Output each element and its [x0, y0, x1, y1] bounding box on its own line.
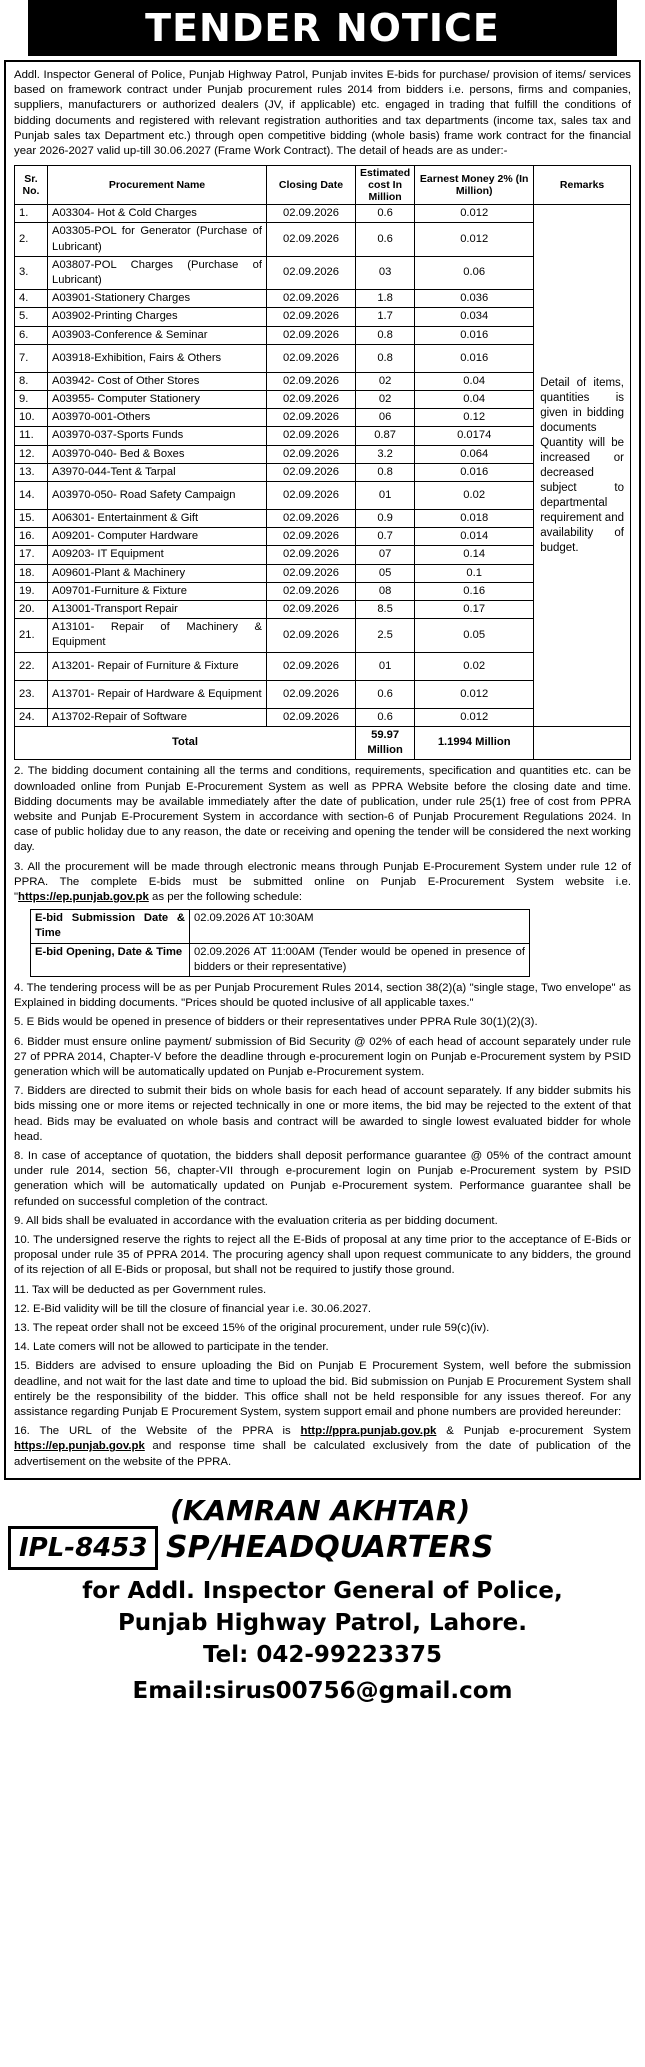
closing-date-cell: 02.09.2026 — [267, 510, 356, 528]
paragraph-12: 12. E-Bid validity will be till the closure of financial year i.e. 30.06.2027. — [14, 1302, 372, 1315]
sr-cell: 6. — [15, 326, 48, 344]
closing-date-cell: 02.09.2026 — [267, 482, 356, 510]
col-estimated-cost: Estimated cost In Million — [356, 166, 415, 205]
closing-date-cell: 02.09.2026 — [267, 290, 356, 308]
sr-cell: 21. — [15, 619, 48, 652]
sr-cell: 10. — [15, 409, 48, 427]
sr-cell: 22. — [15, 652, 48, 680]
procurement-name-cell: A03305-POL for Generator (Purchase of Lubricant) — [48, 223, 267, 256]
footer-line-2: Punjab Highway Patrol, Lahore. — [117, 1609, 528, 1636]
footer-telephone: Tel: 042-99223375 — [203, 1641, 442, 1668]
col-sr-no: Sr. No. — [15, 166, 48, 205]
ep-punjab-link[interactable]: https://ep.punjab.gov.pk — [18, 890, 149, 903]
closing-date-cell: 02.09.2026 — [267, 708, 356, 726]
earnest-money-cell: 0.17 — [415, 601, 534, 619]
estimated-cost-cell: 2.5 — [356, 619, 415, 652]
notice-body — [4, 60, 641, 1480]
total-remarks-cell — [534, 726, 631, 759]
ppra-link[interactable]: http://ppra.punjab.gov.pk — [300, 1425, 437, 1438]
sr-cell: 9. — [15, 391, 48, 409]
estimated-cost-cell: 1.7 — [356, 308, 415, 326]
estimated-cost-cell: 0.6 — [356, 708, 415, 726]
closing-date-cell: 02.09.2026 — [267, 308, 356, 326]
estimated-cost-cell: 0.6 — [356, 205, 415, 223]
notice-title: TENDER NOTICE — [28, 0, 617, 56]
earnest-money-cell: 0.02 — [415, 652, 534, 680]
procurement-name-cell: A03903-Conference & Seminar — [48, 326, 267, 344]
footer-line-1: for Addl. Inspector General of Police, — [82, 1577, 563, 1604]
sr-cell: 24. — [15, 708, 48, 726]
procurement-name-cell: A03970-001-Others — [48, 409, 267, 427]
estimated-cost-cell: 1.8 — [356, 290, 415, 308]
sr-cell: 11. — [15, 427, 48, 445]
closing-date-cell: 02.09.2026 — [267, 372, 356, 390]
schedule-row — [31, 943, 530, 976]
earnest-money-cell: 0.036 — [415, 290, 534, 308]
sr-cell: 7. — [15, 344, 48, 372]
paragraph-7: 7. Bidders are directed to submit their bids on whole basis for each head of account separately. If any bidder submits his bids missing one or more items or rejected technically in one or more items, the bid may be rejected to the extent of that head. Bids may be evaluated on whole basis and contract will be awarded to single lowest evaluated bidder for whole head. — [14, 1085, 631, 1143]
procurement-name-cell: A09701-Furniture & Fixture — [48, 582, 267, 600]
earnest-money-cell: 0.018 — [415, 510, 534, 528]
sr-cell: 2. — [15, 223, 48, 256]
earnest-money-cell: 0.02 — [415, 482, 534, 510]
closing-date-cell: 02.09.2026 — [267, 326, 356, 344]
sr-cell: 4. — [15, 290, 48, 308]
sr-cell: 18. — [15, 564, 48, 582]
estimated-cost-cell: 0.8 — [356, 344, 415, 372]
procurement-name-cell: A03304- Hot & Cold Charges — [48, 205, 267, 223]
closing-date-cell: 02.09.2026 — [267, 619, 356, 652]
procurement-name-cell: A13201- Repair of Furniture & Fixture — [48, 652, 267, 680]
sr-cell: 12. — [15, 445, 48, 463]
procurement-name-cell: A09203- IT Equipment — [48, 546, 267, 564]
sr-cell: 13. — [15, 463, 48, 481]
closing-date-cell: 02.09.2026 — [267, 463, 356, 481]
procurement-name-cell: A06301- Entertainment & Gift — [48, 510, 267, 528]
procurement-name-cell: A13001-Transport Repair — [48, 601, 267, 619]
closing-date-cell: 02.09.2026 — [267, 582, 356, 600]
closing-date-cell: 02.09.2026 — [267, 256, 356, 289]
sr-cell: 23. — [15, 680, 48, 708]
closing-date-cell: 02.09.2026 — [267, 409, 356, 427]
closing-date-cell: 02.09.2026 — [267, 391, 356, 409]
procurement-name-cell: A3970-044-Tent & Tarpal — [48, 463, 267, 481]
closing-date-cell: 02.09.2026 — [267, 546, 356, 564]
estimated-cost-cell: 08 — [356, 582, 415, 600]
schedule-row — [31, 910, 530, 943]
procurement-name-cell: A03970-050- Road Safety Campaign — [48, 482, 267, 510]
sr-cell: 17. — [15, 546, 48, 564]
paragraph-16-tail: and response time shall be calculated exclusively from the date of publication of the advertisement on the website of the PPRA. — [14, 1440, 631, 1468]
earnest-money-cell: 0.0174 — [415, 427, 534, 445]
procurement-name-cell: A03902-Printing Charges — [48, 308, 267, 326]
estimated-cost-cell: 01 — [356, 482, 415, 510]
col-earnest-money: Earnest Money 2% (In Million) — [415, 166, 534, 205]
intro-paragraph: Addl. Inspector General of Police, Punjab Highway Patrol, Punjab invites E-bids for purchase/ provision of items/ services based on framework contract under Punjab procurement rules 2014 from bidders i.e. persons, firms and companies, suppliers, manufacturers or authorized dealers (JV, if applicable) etc. engaged in trading that fulfill the conditions of bidding documents and registered with relevant registration authorities and tax departments (income tax, sales tax and Punjab sales tax Department etc.) through open competitive bidding (whole basis) frame work contract for the financial year 2026-2027 valid up-till 30.06.2027 (Frame Work Contract). The detail of heads are as under:- — [14, 69, 631, 158]
procurement-name-cell: A03901-Stationery Charges — [48, 290, 267, 308]
closing-date-cell: 02.09.2026 — [267, 427, 356, 445]
earnest-money-cell: 0.014 — [415, 528, 534, 546]
closing-date-cell: 02.09.2026 — [267, 601, 356, 619]
paragraph-3-text: 3. All the procurement will be made through electronic means through Punjab E-Procurement System under rule 12 of PPRA. The complete E-bids must be submitted online on Punjab E-Procurement System website i.e. " — [14, 860, 631, 903]
paragraph-16-text: 16. The URL of the Website of the PPRA is — [14, 1425, 301, 1438]
estimated-cost-cell: 0.7 — [356, 528, 415, 546]
earnest-money-cell: 0.016 — [415, 463, 534, 481]
estimated-cost-cell: 0.8 — [356, 463, 415, 481]
procurement-name-cell: A03970-037-Sports Funds — [48, 427, 267, 445]
procurement-name-cell: A13101- Repair of Machinery & Equipment — [48, 619, 267, 652]
table-header-row — [15, 166, 631, 205]
earnest-money-cell: 0.04 — [415, 391, 534, 409]
closing-date-cell: 02.09.2026 — [267, 652, 356, 680]
footer-email[interactable]: Email:sirus00756@gmail.com — [132, 1677, 513, 1704]
total-money-cell: 1.1994 Million — [415, 726, 534, 759]
estimated-cost-cell: 02 — [356, 372, 415, 390]
paragraph-11: 11. Tax will be deducted as per Government rules. — [14, 1283, 267, 1296]
paragraph-5: 5. E Bids would be opened in presence of bidders or their representatives under PPRA Rule 30(1)(2)(3). — [14, 1016, 538, 1029]
estimated-cost-cell: 02 — [356, 391, 415, 409]
paragraph-14: 14. Late comers will not be allowed to participate in the tender. — [14, 1341, 329, 1354]
sr-cell: 3. — [15, 256, 48, 289]
procurement-name-cell: A03970-040- Bed & Boxes — [48, 445, 267, 463]
paragraph-8: 8. In case of acceptance of quotation, the bidders shall deposit performance guarantee @ 05% of the contract amount under rule 2014, section 56, chapter-VII through e-procurement login on Punjab e-Procurement system by PSID generation which will be automatically updated on Punjab e-Procurement system. Performance guarantee shall be refunded on successful completion of the contract. — [14, 1149, 631, 1208]
sr-cell: 16. — [15, 528, 48, 546]
earnest-money-cell: 0.012 — [415, 680, 534, 708]
estimated-cost-cell: 0.9 — [356, 510, 415, 528]
col-procurement-name: Procurement Name — [48, 166, 267, 205]
estimated-cost-cell: 06 — [356, 409, 415, 427]
estimated-cost-cell: 0.8 — [356, 326, 415, 344]
table-row — [15, 205, 631, 223]
closing-date-cell: 02.09.2026 — [267, 344, 356, 372]
table-body — [15, 205, 631, 760]
procurement-name-cell: A09201- Computer Hardware — [48, 528, 267, 546]
paragraph-9: 9. All bids shall be evaluated in accordance with the evaluation criteria as per bidding document. — [14, 1214, 498, 1227]
closing-date-cell: 02.09.2026 — [267, 205, 356, 223]
sr-cell: 1. — [15, 205, 48, 223]
signature-footer — [0, 1490, 645, 1790]
paragraph-15: 15. Bidders are advised to ensure uploading the Bid on Punjab E Procurement System, well before the submission deadline, and not wait for the last date and time to upload the bid. Bid submission on Punjab E Procurement System shall entirely be the responsibility of the bidder. This office shall not be held responsible for any issues thereof. For any assistance regarding Punjab E Procurement System, system support email and phone numbers are provided hereunder: — [14, 1360, 631, 1419]
closing-date-cell: 02.09.2026 — [267, 564, 356, 582]
procurement-name-cell: A03918-Exhibition, Fairs & Others — [48, 344, 267, 372]
procurement-name-cell: A03942- Cost of Other Stores — [48, 372, 267, 390]
ipl-number: IPL-8453 — [8, 1526, 158, 1570]
earnest-money-cell: 0.1 — [415, 564, 534, 582]
schedule-table — [30, 909, 530, 977]
estimated-cost-cell: 07 — [356, 546, 415, 564]
remarks-cell: Detail of items, quantities is given in bidding documents Quantity will be increased or decreased subject to departmental requirement and availability of budget. — [534, 205, 631, 727]
paragraph-16-mid: & Punjab e-procurement System — [436, 1425, 631, 1438]
paragraph-3-tail: as per the following schedule: — [148, 890, 303, 903]
paragraph-13: 13. The repeat order shall not be exceed 15% of the original procurement, under rule 59(c)(iv). — [14, 1322, 490, 1334]
procurement-heads-table — [14, 165, 631, 760]
procurement-name-cell: A13701- Repair of Hardware & Equipment — [48, 680, 267, 708]
officer-name: (KAMRAN AKHTAR) — [170, 1493, 471, 1527]
closing-date-cell: 02.09.2026 — [267, 680, 356, 708]
paragraph-2: 2. The bidding document containing all the terms and conditions, requirements, specification and quantities etc. can be downloaded online from Punjab E-Procurement System as well as PPRA Website before the closing date and time. Bidding documents may be available immediately after the date of publication, under rule 25(1) free of cost from PPRA website and Punjab E-Procurement System in accordance with section-6 of Punjab Procurement Regulations 2024. In case of public holiday due to any reason, the date or receiving and opening the tender will be considered the next working day. — [14, 765, 631, 854]
earnest-money-cell: 0.016 — [415, 326, 534, 344]
earnest-money-cell: 0.034 — [415, 308, 534, 326]
procurement-name-cell: A03955- Computer Stationery — [48, 391, 267, 409]
estimated-cost-cell: 05 — [356, 564, 415, 582]
paragraph-16 — [14, 1424, 631, 1470]
sr-cell: 19. — [15, 582, 48, 600]
closing-date-cell: 02.09.2026 — [267, 445, 356, 463]
estimated-cost-cell: 3.2 — [356, 445, 415, 463]
earnest-money-cell: 0.012 — [415, 205, 534, 223]
earnest-money-cell: 0.064 — [415, 445, 534, 463]
sr-cell: 14. — [15, 482, 48, 510]
earnest-money-cell: 0.012 — [415, 223, 534, 256]
sr-cell: 8. — [15, 372, 48, 390]
schedule-label: E-bid Submission Date & Time — [31, 910, 190, 943]
sr-cell: 5. — [15, 308, 48, 326]
procurement-name-cell: A13702-Repair of Software — [48, 708, 267, 726]
schedule-label: E-bid Opening, Date & Time — [31, 943, 190, 976]
ep-punjab-link-2[interactable]: https://ep.punjab.gov.pk — [14, 1440, 145, 1453]
estimated-cost-cell: 01 — [356, 652, 415, 680]
sr-cell: 20. — [15, 601, 48, 619]
paragraph-6: 6. Bidder must ensure online payment/ submission of Bid Security @ 02% of each head of account separately under rule 27 of PPRA 2014, Chapter-V before the deadline through e-procurement login on Punjab e-Procurement system by PSID generation which will be automatically updated on Punjab e-Procurement system. — [14, 1035, 631, 1078]
paragraph-4: 4. The tendering process will be as per Punjab Procurement Rules 2014, section 38(2)(a) "single stage, Two envelope" as Explained in bidding documents. "Prices should be quoted inclusive of all applicable taxes." — [14, 981, 631, 1010]
total-cost-cell: 59.97 Million — [356, 726, 415, 759]
total-row — [15, 726, 631, 759]
sr-cell: 15. — [15, 510, 48, 528]
schedule-value: 02.09.2026 AT 10:30AM — [190, 910, 530, 943]
estimated-cost-cell: 8.5 — [356, 601, 415, 619]
earnest-money-cell: 0.16 — [415, 582, 534, 600]
earnest-money-cell: 0.14 — [415, 546, 534, 564]
col-remarks: Remarks — [534, 166, 631, 205]
estimated-cost-cell: 03 — [356, 256, 415, 289]
paragraph-3 — [14, 860, 631, 906]
procurement-name-cell: A09601-Plant & Machinery — [48, 564, 267, 582]
closing-date-cell: 02.09.2026 — [267, 223, 356, 256]
col-closing-date: Closing Date — [267, 166, 356, 205]
earnest-money-cell: 0.06 — [415, 256, 534, 289]
total-label-cell: Total — [15, 726, 356, 759]
schedule-value: 02.09.2026 AT 11:00AM (Tender would be opened in presence of bidders or their representative) — [190, 943, 530, 976]
procurement-name-cell: A03807-POL Charges (Purchase of Lubricant) — [48, 256, 267, 289]
earnest-money-cell: 0.05 — [415, 619, 534, 652]
earnest-money-cell: 0.04 — [415, 372, 534, 390]
earnest-money-cell: 0.016 — [415, 344, 534, 372]
closing-date-cell: 02.09.2026 — [267, 528, 356, 546]
earnest-money-cell: 0.12 — [415, 409, 534, 427]
paragraph-10: 10. The undersigned reserve the rights to reject all the E-Bids of proposal at any time prior to the acceptance of E-Bids or proposal under rule 35 of PPRA 2014. The procuring agency shall upon request communicate to any bidders, the ground of its rejection of all E-Bids or proposal, but shall not be required to justify those ground. — [14, 1233, 631, 1277]
estimated-cost-cell: 0.6 — [356, 223, 415, 256]
estimated-cost-cell: 0.6 — [356, 680, 415, 708]
officer-designation: SP/HEADQUARTERS — [166, 1529, 494, 1565]
earnest-money-cell: 0.012 — [415, 708, 534, 726]
estimated-cost-cell: 0.87 — [356, 427, 415, 445]
